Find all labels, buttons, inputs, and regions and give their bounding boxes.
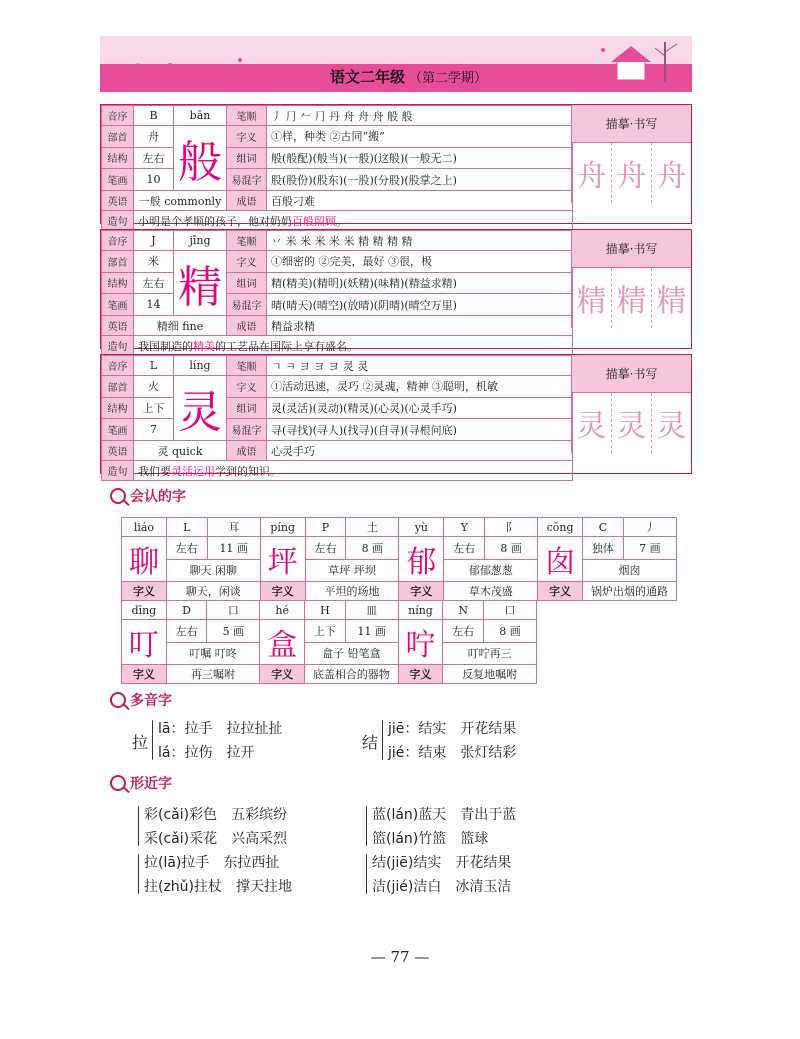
title-sub: （第二学期） xyxy=(409,71,488,86)
label-order: 音序 xyxy=(102,231,134,251)
section-polyphone-title: 多音字 xyxy=(130,693,172,709)
section-recognize-title: 会认的字 xyxy=(130,489,186,505)
rec-strokes: 11 画 xyxy=(345,620,398,643)
brace-icon xyxy=(138,854,139,894)
rec-meaning: 再三嘱咐 xyxy=(166,665,260,684)
rec-label-meaning: 字义 xyxy=(399,582,444,601)
rec-strokes: 8 画 xyxy=(346,537,399,560)
char-stroke-order: 丷 米 米 米 米 米 精 精 精 精 xyxy=(267,231,573,251)
rec-order: N xyxy=(443,601,484,620)
label-idiom: 成语 xyxy=(227,441,267,461)
char-idiom: 心灵手巧 xyxy=(267,441,573,461)
rec-pinyin: cōng xyxy=(538,518,583,537)
recognize-table-2 xyxy=(121,600,537,684)
char-words: 灵(灵活)(灵动)(精灵)(心灵)(心灵手巧) xyxy=(267,397,573,419)
char-info-table xyxy=(101,105,573,231)
flower-decoration-icon xyxy=(110,46,280,92)
rec-strokes: 11 画 xyxy=(207,537,260,560)
rec-radical: 口 xyxy=(207,601,260,620)
label-words: 组词 xyxy=(227,147,267,169)
similar-line: 洁(jié)洁白 冰清玉洁 xyxy=(372,879,512,895)
char-pinyin: líng xyxy=(174,356,227,376)
recognize-table-1 xyxy=(121,517,677,601)
magnifier-icon xyxy=(110,775,126,791)
char-radical: 米 xyxy=(134,251,174,273)
rec-label-meaning: 字义 xyxy=(122,665,167,684)
rec-char: 聊 xyxy=(122,537,167,582)
sentence-part: 学到的知识。 xyxy=(215,464,281,478)
rec-pinyin: hé xyxy=(260,601,305,620)
rec-order: D xyxy=(166,601,207,620)
page-header xyxy=(100,36,692,92)
rec-label-meaning: 字义 xyxy=(260,582,305,601)
rec-words: 叮咛再三 xyxy=(443,642,537,665)
trace-area xyxy=(571,230,691,348)
char-sentence xyxy=(134,211,573,231)
page-number: — 77 — xyxy=(370,948,430,966)
label-stroke-order: 笔顺 xyxy=(227,106,267,126)
trace-cell[interactable]: 灵 xyxy=(656,409,687,444)
char-strokes: 7 xyxy=(134,419,174,441)
magnifier-icon xyxy=(110,488,126,504)
rec-meaning: 反复地嘱咐 xyxy=(443,665,537,684)
char-confusable: 寻(寻找)(寻人)(找寻)(自寻)(寻根问底) xyxy=(267,419,573,441)
label-stroke-order: 笔顺 xyxy=(227,231,267,251)
rec-pinyin: níng xyxy=(398,601,443,620)
trace-cell[interactable]: 精 xyxy=(656,284,687,319)
label-idiom: 成语 xyxy=(227,191,267,211)
char-card xyxy=(100,354,692,478)
char-words: 精(精美)(精明)(妖精)(味精)(精益求精) xyxy=(267,272,573,294)
polyphone-list xyxy=(130,718,550,768)
section-polyphone xyxy=(110,690,172,710)
char-radical: 火 xyxy=(134,376,174,398)
label-words: 组词 xyxy=(227,272,267,294)
rec-radical: 口 xyxy=(484,601,537,620)
polyphone-reading: jiē：结实 开花结果 xyxy=(388,721,517,737)
rec-radical: 土 xyxy=(346,518,399,537)
rec-label-meaning: 字义 xyxy=(260,665,305,684)
big-char: 灵 xyxy=(174,376,227,441)
rec-radical: 丿 xyxy=(623,518,676,537)
similar-line: 彩(cǎi)彩色 五彩缤纷 xyxy=(144,807,288,823)
label-order: 音序 xyxy=(102,106,134,126)
label-structure: 结构 xyxy=(102,397,134,419)
rec-char: 郁 xyxy=(399,537,444,582)
char-stroke-order: ㄱ ㅋ ヨ ヨ ヨ 灵 灵 xyxy=(267,356,573,376)
trace-area xyxy=(571,105,691,223)
rec-structure: 独体 xyxy=(583,537,624,560)
sentence-part: 。 xyxy=(336,214,347,228)
label-stroke-order: 笔顺 xyxy=(227,356,267,376)
polyphone-reading: jié：结束 张灯结彩 xyxy=(388,745,517,761)
rec-strokes: 5 画 xyxy=(207,620,260,643)
trace-title: 描摹·书写 xyxy=(571,230,691,268)
char-meaning: ①样，种类 ②古同“搬” xyxy=(267,126,573,148)
rec-meaning: 平坦的场地 xyxy=(305,582,399,601)
rec-order: H xyxy=(305,601,346,620)
brace-icon xyxy=(152,720,153,760)
rec-words: 草坪 坪坝 xyxy=(305,559,399,582)
char-structure: 左右 xyxy=(134,272,174,294)
rec-words: 郁郁葱葱 xyxy=(444,559,538,582)
brace-icon xyxy=(366,854,367,894)
section-recognize xyxy=(110,486,186,506)
brace-icon xyxy=(138,806,139,846)
rec-strokes: 7 画 xyxy=(623,537,676,560)
trace-title: 描摹·书写 xyxy=(571,105,691,143)
label-radical: 部首 xyxy=(102,376,134,398)
label-meaning: 字义 xyxy=(227,376,267,398)
rec-strokes: 8 画 xyxy=(485,537,538,560)
label-confusable: 易混字 xyxy=(227,169,267,191)
rec-structure: 左右 xyxy=(443,620,484,643)
trace-cell[interactable]: 灵 xyxy=(612,393,652,453)
sentence-part: 我们要 xyxy=(138,464,171,478)
similar-list xyxy=(138,804,598,900)
char-confusable: 股(股份)(股东)(一股)(分股)(股掌之上) xyxy=(267,169,573,191)
rec-label-meaning: 字义 xyxy=(122,582,167,601)
similar-line: 蓝(lán)蓝天 青出于蓝 xyxy=(372,807,517,823)
rec-order: L xyxy=(166,518,207,537)
char-order: L xyxy=(134,356,174,376)
rec-words: 烟囱 xyxy=(583,559,677,582)
char-meaning: ①细密的 ②完美，最好 ③很，极 xyxy=(267,251,573,273)
char-stroke-order: 丿 ⺆ 𠂉 ⺆ 丹 舟 舟 舟 般 般 xyxy=(267,106,573,126)
rec-meaning: 锅炉出烟的通路 xyxy=(583,582,677,601)
trace-grid[interactable] xyxy=(571,393,691,453)
polyphone-reading: lá：拉伤 拉开 xyxy=(158,745,255,761)
rec-structure: 上下 xyxy=(305,620,346,643)
char-info-table xyxy=(101,230,573,356)
trace-cell[interactable]: 精 xyxy=(612,268,652,328)
similar-line: 结(jiē)结实 开花结果 xyxy=(372,855,512,871)
char-pinyin: bān xyxy=(174,106,227,126)
rec-structure: 左右 xyxy=(444,537,485,560)
rec-order: C xyxy=(583,518,624,537)
rec-structure: 左右 xyxy=(166,537,207,560)
trace-cell[interactable]: 灵 xyxy=(572,393,612,453)
sentence-highlight: 百般照顾 xyxy=(292,214,336,228)
label-english: 英语 xyxy=(102,191,134,211)
rec-char: 咛 xyxy=(398,620,443,665)
char-structure: 左右 xyxy=(134,147,174,169)
trace-title: 描摹·书写 xyxy=(571,355,691,393)
page-title xyxy=(330,66,487,87)
magnifier-icon xyxy=(110,692,126,708)
trace-cell[interactable]: 舟 xyxy=(612,143,652,203)
title-main: 语文二年级 xyxy=(330,68,406,86)
char-strokes: 10 xyxy=(134,169,174,191)
label-words: 组词 xyxy=(227,397,267,419)
label-order: 音序 xyxy=(102,356,134,376)
rec-pinyin: dīng xyxy=(122,601,167,620)
sentence-highlight: 灵活运用 xyxy=(171,464,215,478)
sentence-part: 的工艺品在国际上享有盛名。 xyxy=(215,339,358,353)
rec-char: 囱 xyxy=(538,537,583,582)
rec-label-meaning: 字义 xyxy=(398,665,443,684)
trace-cell[interactable]: 精 xyxy=(572,268,612,328)
char-structure: 上下 xyxy=(134,397,174,419)
char-order: B xyxy=(134,106,174,126)
rec-strokes: 8 画 xyxy=(484,620,537,643)
label-sentence: 造句 xyxy=(102,461,134,481)
polyphone-reading: lā：拉手 拉拉扯扯 xyxy=(158,721,283,737)
label-strokes: 笔画 xyxy=(102,419,134,441)
label-meaning: 字义 xyxy=(227,126,267,148)
trace-cell[interactable]: 舟 xyxy=(572,143,612,203)
label-structure: 结构 xyxy=(102,147,134,169)
brace-icon xyxy=(382,720,383,760)
label-confusable: 易混字 xyxy=(227,294,267,316)
rec-words: 聊天 闲聊 xyxy=(166,559,260,582)
rec-char: 叮 xyxy=(122,620,167,665)
label-sentence: 造句 xyxy=(102,211,134,231)
big-char: 精 xyxy=(174,251,227,316)
char-sentence xyxy=(134,461,573,481)
brace-icon xyxy=(366,806,367,846)
trace-grid[interactable] xyxy=(571,143,691,203)
rec-pinyin: yù xyxy=(399,518,444,537)
rec-label-meaning: 字义 xyxy=(538,582,583,601)
label-english: 英语 xyxy=(102,316,134,336)
char-confusable: 晴(晴天)(晴空)(放晴)(阴晴)(晴空万里) xyxy=(267,294,573,316)
label-idiom: 成语 xyxy=(227,316,267,336)
house-decoration-icon xyxy=(595,38,692,92)
char-card xyxy=(100,229,692,353)
sentence-part: 我国制造的 xyxy=(138,339,193,353)
rec-order: Y xyxy=(444,518,485,537)
similar-line: 拉(lā)拉手 东拉西扯 xyxy=(144,855,280,871)
polyphone-char: 拉 xyxy=(132,733,149,752)
label-strokes: 笔画 xyxy=(102,294,134,316)
big-char: 般 xyxy=(174,126,227,191)
section-similar-title: 形近字 xyxy=(130,776,172,792)
rec-structure: 左右 xyxy=(305,537,346,560)
label-radical: 部首 xyxy=(102,126,134,148)
char-order: J xyxy=(134,231,174,251)
label-english: 英语 xyxy=(102,441,134,461)
rec-radical: 耳 xyxy=(207,518,260,537)
label-sentence: 造句 xyxy=(102,336,134,356)
trace-grid[interactable] xyxy=(571,268,691,328)
label-radical: 部首 xyxy=(102,251,134,273)
label-confusable: 易混字 xyxy=(227,419,267,441)
similar-line: 采(cǎi)采花 兴高采烈 xyxy=(144,831,288,847)
rec-meaning: 草木茂盛 xyxy=(444,582,538,601)
rec-pinyin: píng xyxy=(260,518,305,537)
char-idiom: 精益求精 xyxy=(267,316,573,336)
rec-char: 盒 xyxy=(260,620,305,665)
char-info-table xyxy=(101,355,573,481)
rec-meaning: 聊天，闲谈 xyxy=(166,582,260,601)
rec-radical: 阝 xyxy=(485,518,538,537)
rec-order: P xyxy=(305,518,346,537)
char-sentence xyxy=(134,336,573,356)
char-words: 般(般配)(般当)(一般)(这般)(一般无二) xyxy=(267,147,573,169)
label-meaning: 字义 xyxy=(227,251,267,273)
similar-line: 拄(zhǔ)拄杖 撑天拄地 xyxy=(144,879,293,895)
trace-cell[interactable]: 舟 xyxy=(656,159,687,194)
rec-char: 坪 xyxy=(260,537,305,582)
sentence-highlight: 精美 xyxy=(193,339,215,353)
char-meaning: ①活动迅速，灵巧 ②灵魂，精神 ③聪明，机敏 xyxy=(267,376,573,398)
char-english: 一般 commonly xyxy=(134,191,227,211)
rec-structure: 左右 xyxy=(166,620,207,643)
rec-radical: 皿 xyxy=(345,601,398,620)
char-strokes: 14 xyxy=(134,294,174,316)
char-english: 精细 fine xyxy=(134,316,227,336)
rec-words: 叮嘱 叮咚 xyxy=(166,642,260,665)
rec-meaning: 底盖相合的器物 xyxy=(305,665,399,684)
sentence-part: 小明是个孝顺的孩子，他对奶奶 xyxy=(138,214,292,228)
char-radical: 舟 xyxy=(134,126,174,148)
section-similar xyxy=(110,773,172,793)
char-card xyxy=(100,104,692,228)
similar-line: 篮(lán)竹篮 篮球 xyxy=(372,831,489,847)
label-structure: 结构 xyxy=(102,272,134,294)
char-idiom: 百般刁难 xyxy=(267,191,573,211)
rec-pinyin: liáo xyxy=(122,518,167,537)
trace-area xyxy=(571,355,691,473)
label-strokes: 笔画 xyxy=(102,169,134,191)
char-english: 灵 quick xyxy=(134,441,227,461)
polyphone-char: 结 xyxy=(362,733,379,752)
char-pinyin: jīng xyxy=(174,231,227,251)
rec-words: 盒子 铅笔盒 xyxy=(305,642,399,665)
